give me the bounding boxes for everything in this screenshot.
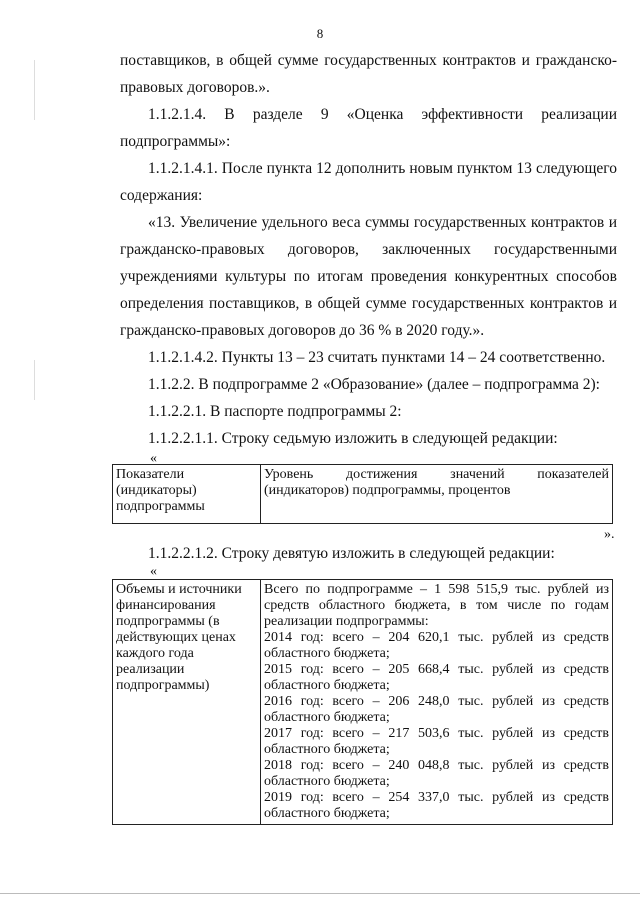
- table-row-nine: [112, 579, 613, 825]
- quote-open: «: [150, 564, 157, 579]
- paragraph-line: «13. Увеличение удельного веса суммы государственных контрактов и: [148, 214, 617, 231]
- paragraph-line: гражданско-правовых договоров, заключенных государственными: [120, 241, 617, 258]
- paragraph-line: 1.1.2.2.1. В паспорте подпрограммы 2:: [148, 403, 402, 420]
- table-value-cell: Уровень достижения значений показателей (индикаторов) подпрограммы, процентов: [261, 465, 613, 524]
- table-value-cell: Всего по подпрограмме – 1 598 515,9 тыс. рублей из средств областного бюджета, в том числе по годам реализации подпрограммы: 2014 год: всего – 204 620,1 тыс. рублей из средств областного бюджета; 2015 год: всего – 205 668,4 тыс. рублей из средств областного бюджета; 2016 год: всего – 206 248,0 тыс. рублей из средств областного бюджета; 2017 год: всего – 217 503,6 тыс. рублей из средств областного бюджета; 2018 год: всего – 240 048,8 тыс. рублей из средств областного бюджета; 2019 год: всего – 254 337,0 тыс. рублей из средств областного бюджета;: [261, 580, 613, 825]
- paragraph-line: поставщиков, в общей сумме государственных контрактов и гражданско-: [120, 52, 617, 69]
- page-number: 8: [316, 26, 324, 41]
- scan-margin-mark: [34, 60, 35, 120]
- quote-close: ».: [604, 527, 615, 542]
- paragraph-line: 1.1.2.1.4. В разделе 9 «Оценка эффективности реализации: [148, 106, 617, 123]
- paragraph-line: 1.1.2.1.4.1. После пункта 12 дополнить новым пунктом 13 следующего: [148, 160, 617, 177]
- paragraph-line: 1.1.2.2.1.2. Строку девятую изложить в следующей редакции:: [148, 545, 555, 562]
- paragraph-line: 1.1.2.1.4.2. Пункты 13 – 23 считать пунктами 14 – 24 соответственно.: [148, 349, 606, 366]
- paragraph-line: 1.1.2.2.1.1. Строку седьмую изложить в следующей редакции:: [148, 430, 558, 447]
- table-row-seven: [112, 464, 613, 524]
- page-bottom-edge: [0, 893, 640, 894]
- paragraph-line: правовых договоров.».: [120, 79, 270, 96]
- paragraph-line: содержания:: [120, 187, 203, 204]
- quote-open: «: [150, 451, 157, 466]
- paragraph-line: 1.1.2.2. В подпрограмме 2 «Образование» (далее – подпрограмма 2):: [148, 376, 600, 393]
- table-label-cell: Объемы и источники финансирования подпрограммы (в действующих ценах каждого года реализации подпрограммы): [113, 580, 261, 825]
- paragraph-line: гражданско-правовых договоров до 36 % в 2020 году.».: [120, 322, 485, 339]
- paragraph-line: определения поставщиков, в общей сумме государственных контрактов и: [120, 295, 617, 312]
- paragraph-line: учреждениями культуры по итогам проведения конкурентных способов: [120, 268, 617, 285]
- table-label-cell: Показатели (индикаторы) подпрограммы: [113, 465, 261, 524]
- scan-margin-mark: [34, 360, 35, 400]
- paragraph-line: подпрограммы»:: [120, 133, 231, 150]
